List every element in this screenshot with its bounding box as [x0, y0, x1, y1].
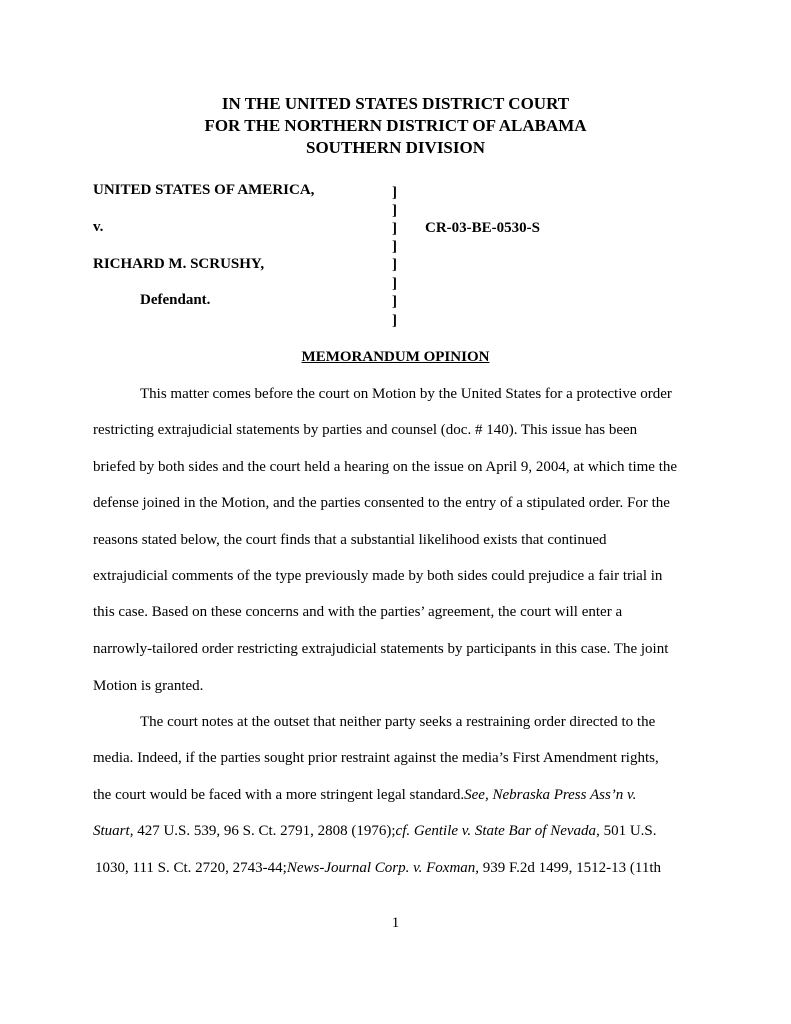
paragraph-1-line: defense joined in the Motion, and the parties consented to the entry of a stipulated order. For the [93, 495, 670, 511]
caption-plaintiff: UNITED STATES OF AMERICA, [93, 182, 315, 198]
paragraph-2-text: 939 F.2d 1499, 1512-13 (11th [479, 860, 662, 876]
court-heading-line-2: FOR THE NORTHERN DISTRICT OF ALABAMA [204, 116, 587, 135]
caption-defendant-name: RICHARD M. SCRUSHY, [93, 256, 265, 272]
paragraph-1-line: restricting extrajudicial statements by parties and counsel (doc. # 140). This issue has been [93, 422, 638, 438]
caption-bracket: ] [392, 313, 397, 329]
case-citation: cf. Gentile v. State Bar of Nevada [395, 823, 597, 839]
paragraph-2-line: The court notes at the outset that neither party seeks a restraining order directed to the [140, 714, 656, 730]
paragraph-1-line: narrowly-tailored order restricting extrajudicial statements by participants in this case. The joint [93, 641, 669, 657]
paragraph-2-text: the court would be faced with a more stringent legal standard. [93, 787, 465, 803]
court-heading-line-1: IN THE UNITED STATES DISTRICT COURT [221, 94, 570, 113]
caption-bracket: ] [392, 257, 397, 273]
case-citation: See, Nebraska Press Ass’n v. [464, 787, 637, 803]
caption-bracket: ] [392, 203, 397, 219]
caption-bracket: ] [392, 294, 397, 310]
paragraph-2-line [95, 859, 661, 877]
caption-bracket: ] [392, 221, 397, 237]
case-number: CR-03-BE-0530-S [425, 220, 540, 236]
paragraph-2-text: , 501 U.S. [596, 823, 657, 839]
paragraph-1-line: This matter comes before the court on Motion by the United States for a protective order [140, 386, 672, 402]
paragraph-1-line: extrajudicial comments of the type previously made by both sides could prejudice a fair trial in [93, 568, 663, 584]
paragraph-2-line [93, 786, 636, 804]
caption-defendant-label: Defendant. [140, 292, 211, 308]
page-number: 1 [391, 915, 400, 931]
caption-bracket: ] [392, 276, 397, 292]
paragraph-1-line: this case. Based on these concerns and with the parties’ agreement, the court will enter a [93, 604, 623, 620]
paragraph-1-line: Motion is granted. [93, 678, 204, 694]
paragraph-2-line [93, 822, 657, 840]
caption-versus: v. [93, 219, 104, 235]
paragraph-1-line: briefed by both sides and the court held a hearing on the issue on April 9, 2004, at which time the [93, 459, 678, 475]
case-citation: News-Journal Corp. v. Foxman, [286, 860, 480, 876]
opinion-title: MEMORANDUM OPINION [301, 349, 490, 365]
paragraph-2-line: media. Indeed, if the parties sought prior restraint against the media’s First Amendment rights, [93, 750, 659, 766]
caption-bracket: ] [392, 185, 397, 201]
paragraph-2-text: 1030, 111 S. Ct. 2720, 2743-44; [95, 860, 287, 876]
case-citation: Stuart [93, 823, 130, 839]
paragraph-2-text: , 427 U.S. 539, 96 S. Ct. 2791, 2808 (1976); [129, 823, 396, 839]
paragraph-1-line: reasons stated below, the court finds that a substantial likelihood exists that continued [93, 532, 607, 548]
caption-bracket: ] [392, 239, 397, 255]
court-heading [0, 93, 791, 159]
court-heading-line-3: SOUTHERN DIVISION [305, 138, 485, 157]
